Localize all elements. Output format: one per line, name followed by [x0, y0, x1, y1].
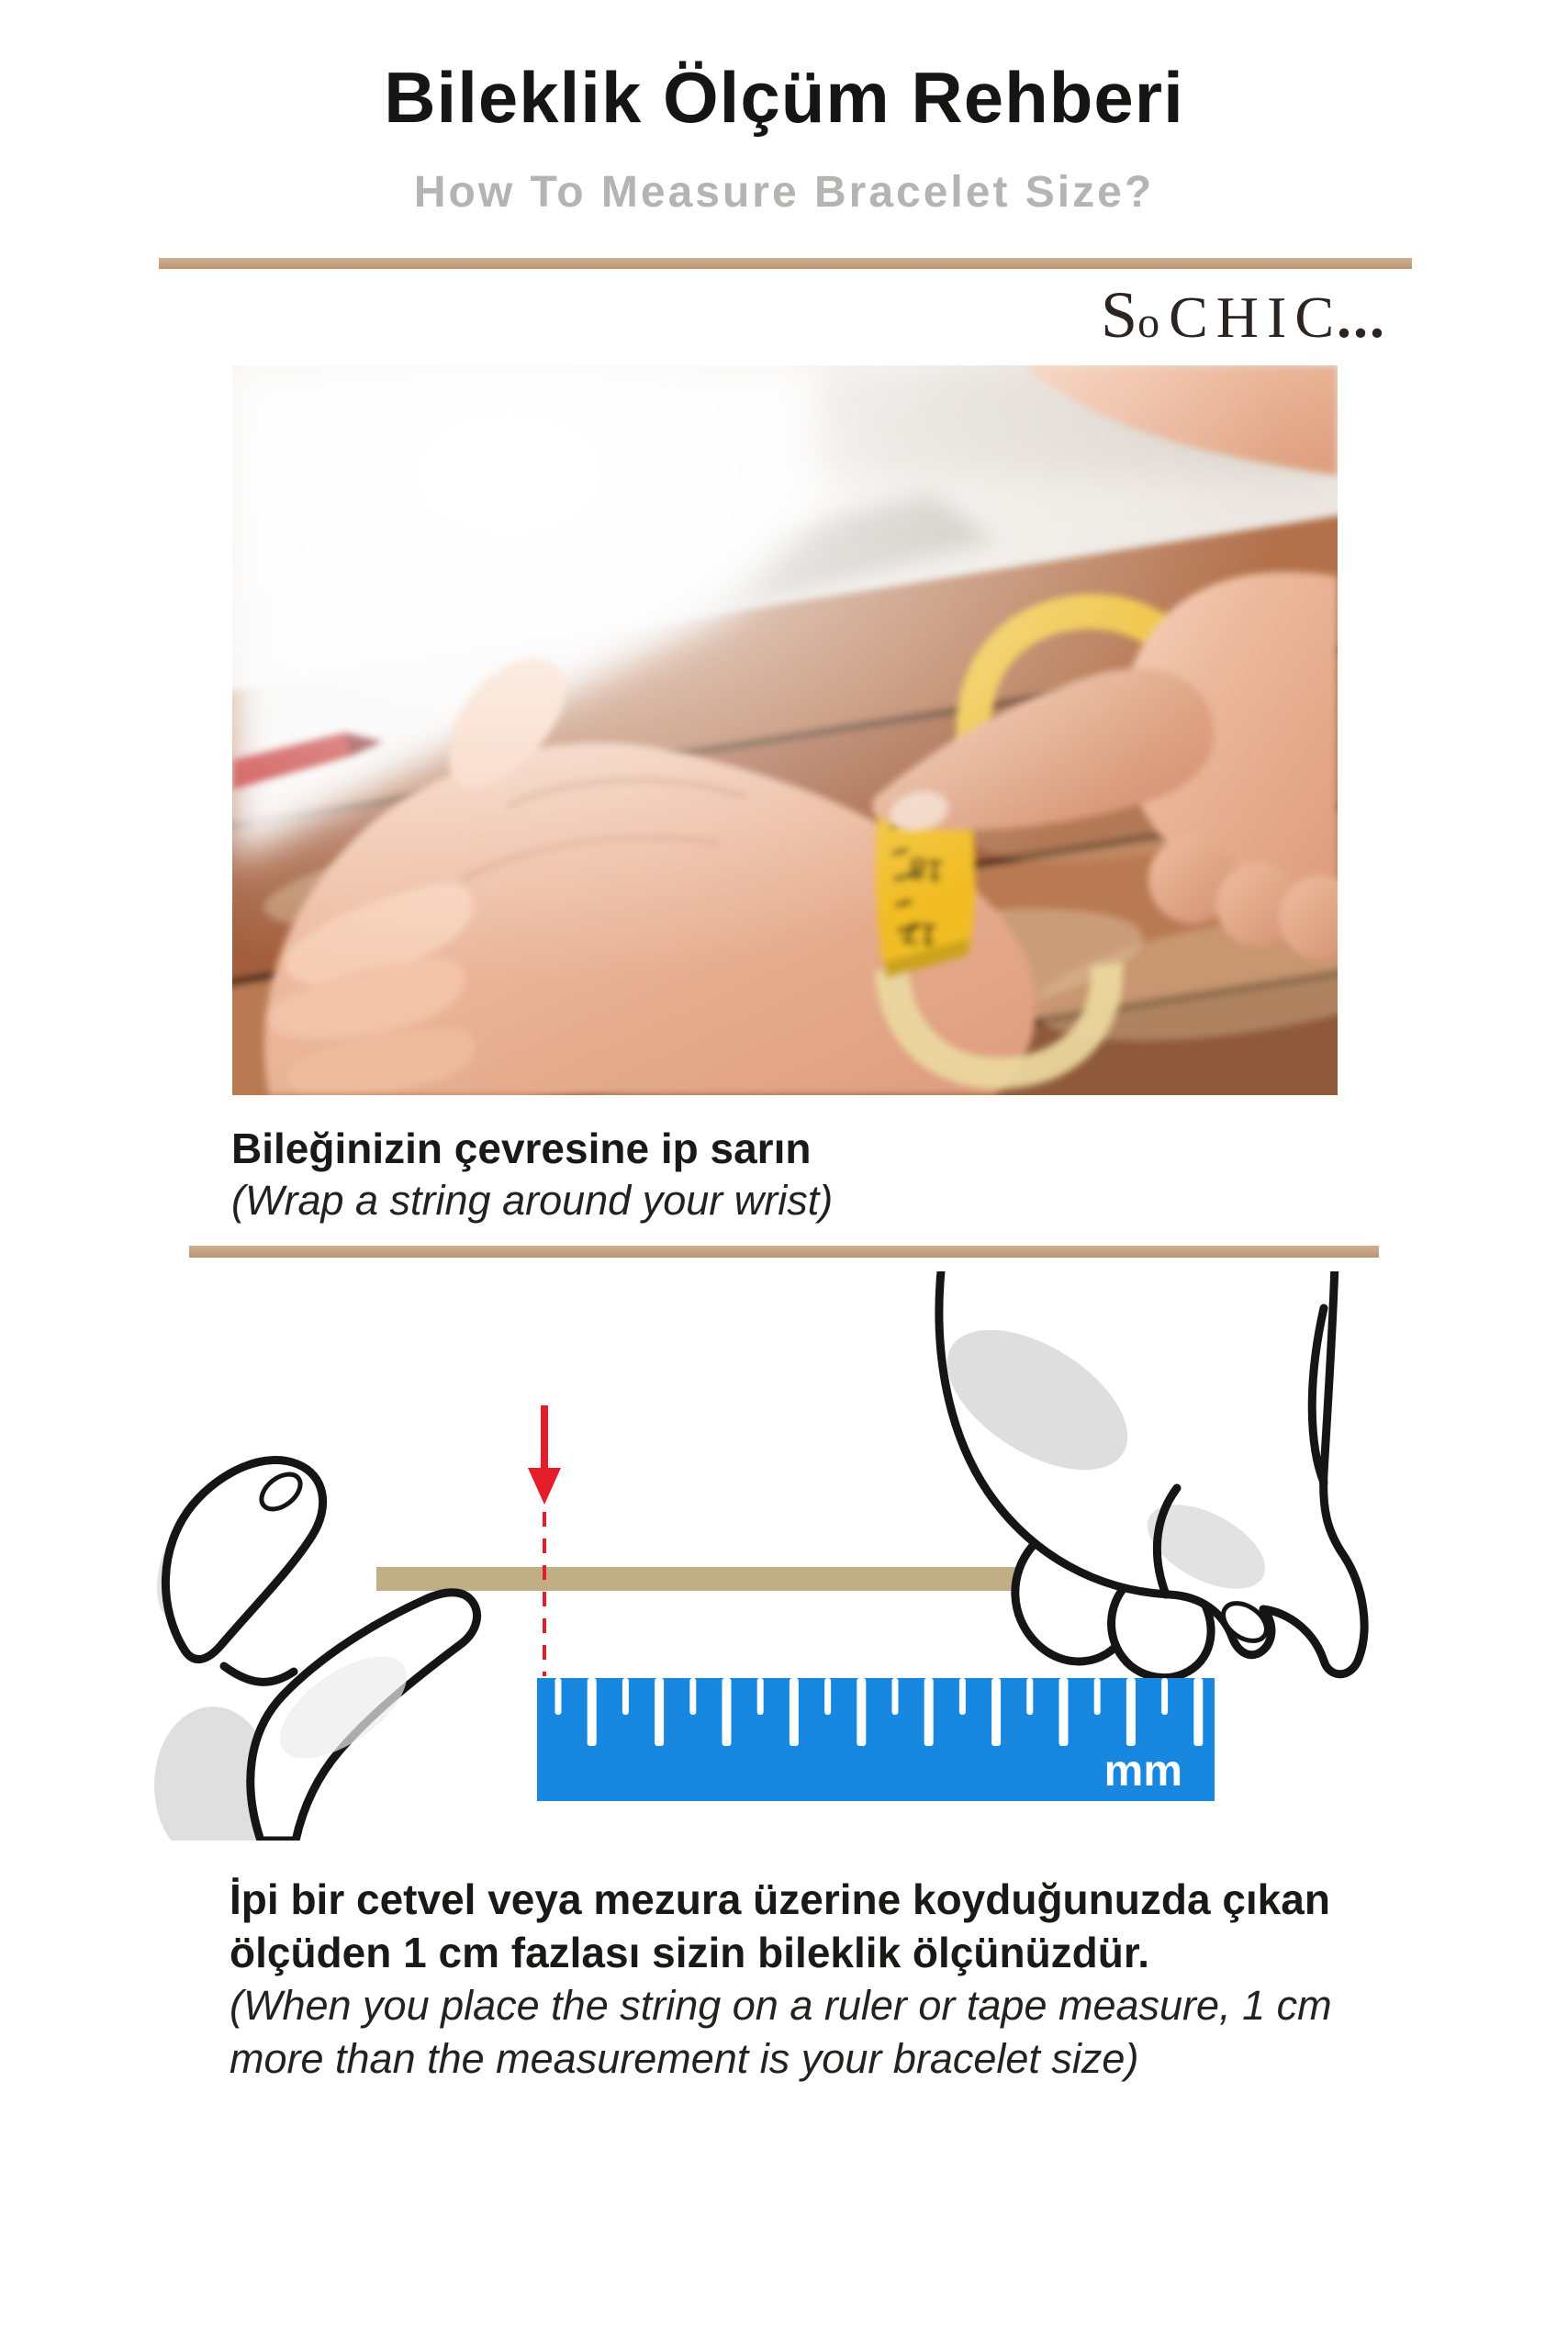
page-subtitle: How To Measure Bracelet Size?	[413, 168, 1155, 217]
brand-logo-ellipsis: ...	[1337, 285, 1386, 350]
left-pinch-hand	[142, 1460, 476, 1841]
step2-instructions	[230, 1873, 1386, 2086]
down-arrow-icon	[528, 1468, 561, 1505]
divider-top	[159, 258, 1412, 269]
wrist-measuring-photo	[232, 365, 1338, 1095]
ruler-mm-label: mm	[1103, 1747, 1182, 1796]
divider-middle	[189, 1246, 1379, 1258]
right-pinch-hand	[924, 1271, 1364, 1678]
ruler	[537, 1678, 1215, 1801]
step2-caption-turkish-line1: İpi bir cetvel veya mezura üzerine koyduğunuzda çıkan	[230, 1875, 1330, 1923]
step1-caption-english: (Wrap a string around your wrist)	[231, 1177, 834, 1224]
measure-indicator	[528, 1405, 561, 1676]
step2-caption-turkish-line2: ölçüden 1 cm fazlası sizin bileklik ölçünüzdür.	[230, 1929, 1150, 1976]
step2-caption-english-line1: (When you place the string on a ruler or tape measure, 1 cm	[230, 1982, 1332, 2029]
down-arrow-stem	[541, 1405, 548, 1472]
step2-caption-english-line2: more than the measurement is your bracelet size)	[230, 2035, 1139, 2082]
string-on-ruler-illustration	[114, 1271, 1454, 1841]
brand-logo-chic: CHIC	[1169, 285, 1342, 350]
brand-logo-s: S	[1101, 278, 1138, 352]
brand-logo-o: o	[1137, 298, 1170, 347]
brand-logo	[1101, 277, 1386, 353]
photo-light-glow	[232, 365, 1338, 1095]
step1-caption-turkish: Bileğinizin çevresine ip sarın	[231, 1125, 812, 1172]
page-title: Bileklik Ölçüm Rehberi	[384, 57, 1184, 138]
